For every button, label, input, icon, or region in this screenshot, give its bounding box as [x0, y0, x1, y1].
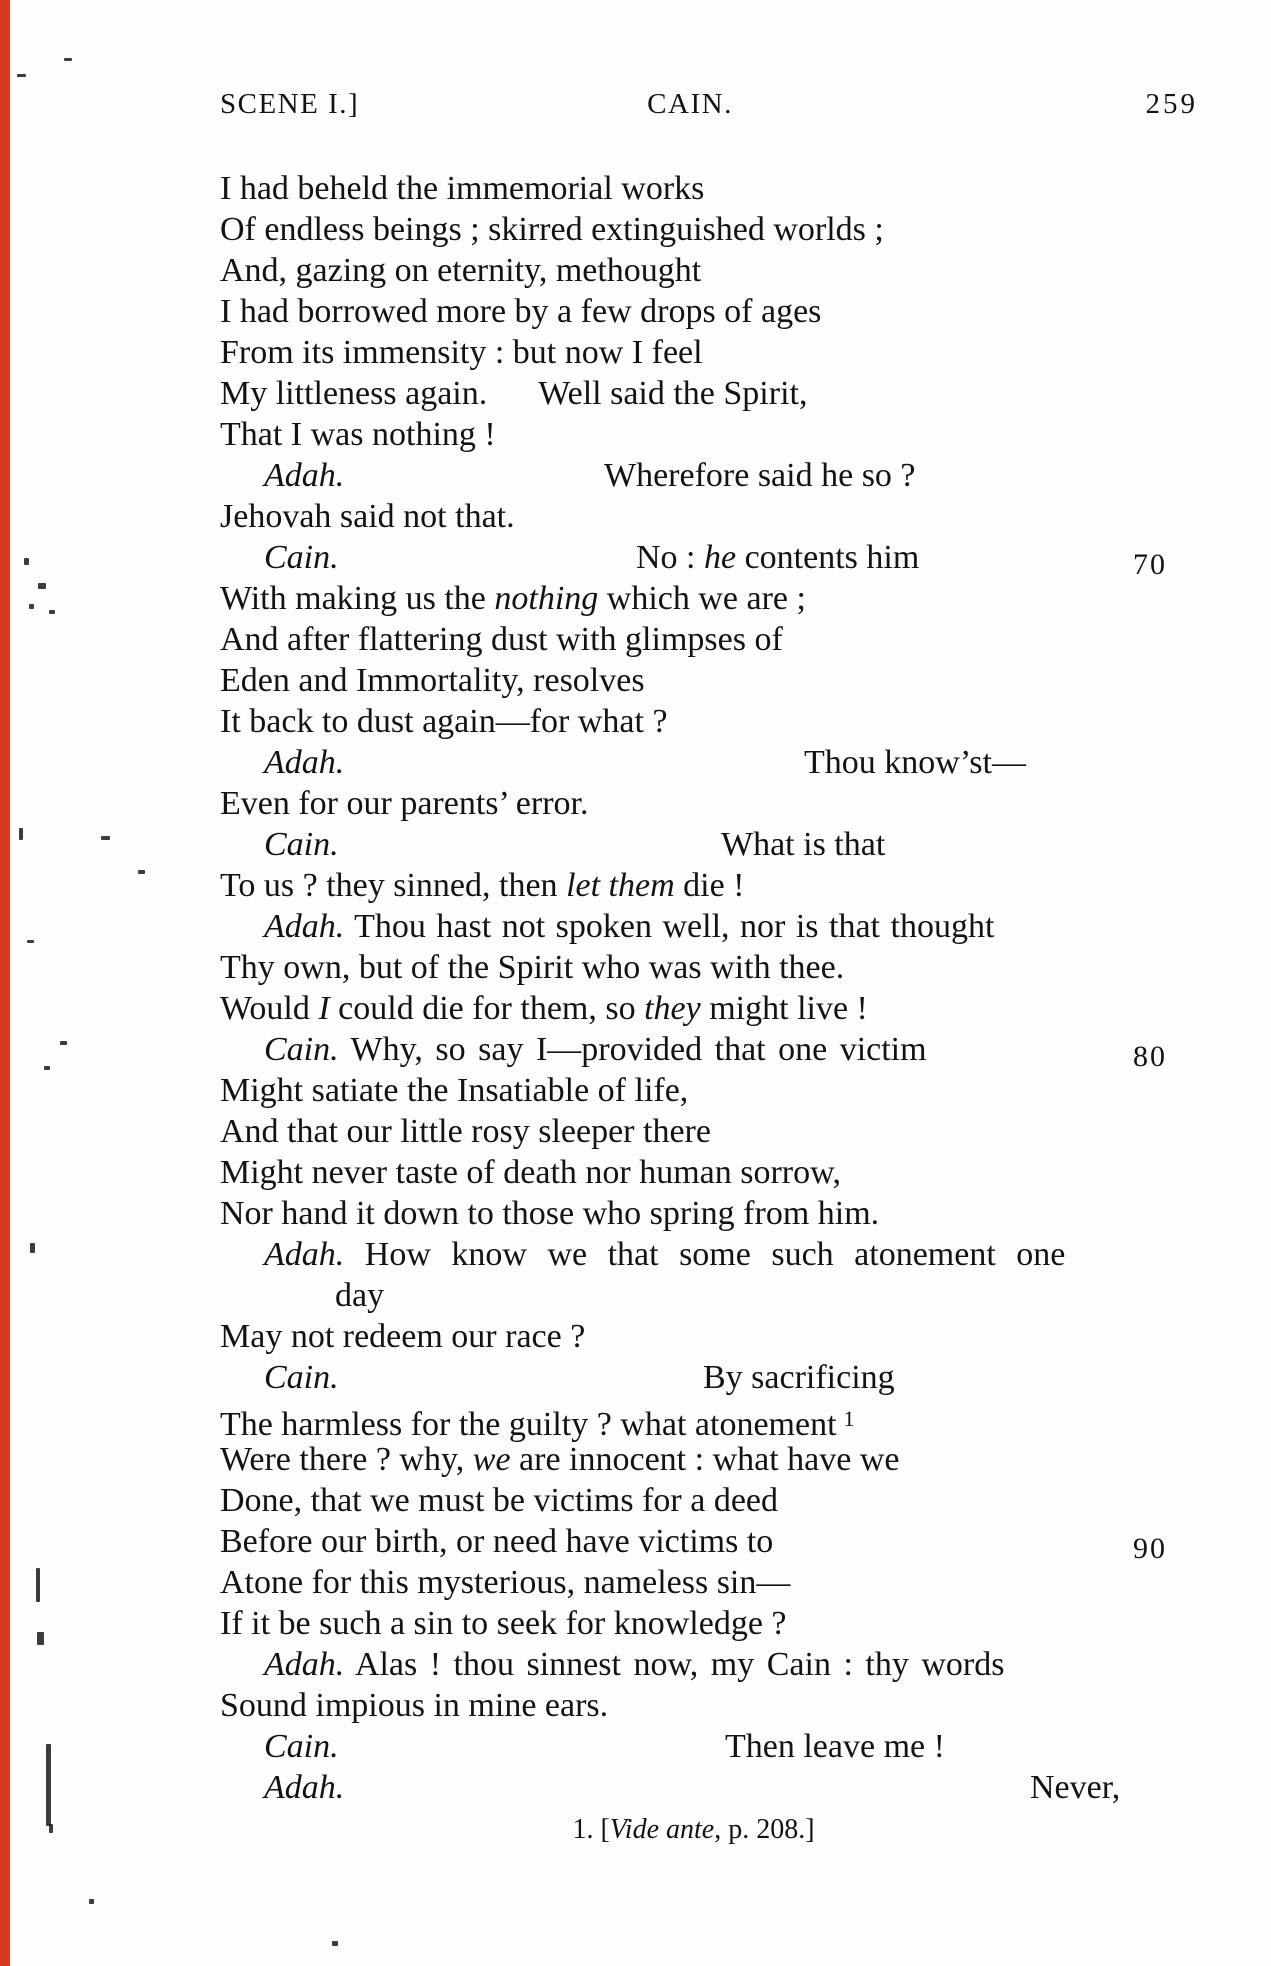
line-text: Might never taste of death nor human sorrow,	[220, 1154, 841, 1191]
line-text: And that our little rosy sleeper there	[220, 1113, 711, 1150]
scan-artifact	[27, 940, 34, 943]
verse-line	[220, 1562, 1167, 1603]
scan-artifact	[49, 610, 55, 614]
line-text: And after flattering dust with glimpses of	[220, 621, 783, 658]
verse-line	[220, 250, 1167, 291]
line-text: Jehovah said not that.	[220, 498, 515, 535]
verse-line	[220, 1603, 1167, 1644]
verse-line	[220, 783, 1167, 824]
line-text: I had borrowed more by a few drops of ages	[220, 293, 822, 330]
scan-artifact	[46, 1744, 51, 1826]
page-number: 259	[1145, 88, 1198, 120]
verse-line	[220, 537, 1167, 581]
line-text: Done, that we must be victims for a deed	[220, 1482, 779, 1519]
verse-line	[220, 865, 1167, 906]
line-text: Eden and Immortality, resolves	[220, 662, 645, 699]
scan-artifact	[60, 1041, 67, 1045]
speaker-name: Adah.	[264, 908, 345, 945]
line-text: Before our birth, or need have victims to	[220, 1523, 774, 1560]
line-text: are innocent : what have we	[510, 1441, 900, 1478]
line-text: How know we that some such atonement one	[344, 1236, 1066, 1273]
line-text: That I was nothing !	[220, 416, 496, 453]
scan-artifact	[36, 1568, 40, 1602]
line-text: might live !	[700, 990, 868, 1027]
scan-artifact	[332, 1941, 338, 1946]
speaker-name: Adah.	[264, 1769, 345, 1806]
speech-phrase	[721, 824, 885, 865]
line-text: 1. [	[572, 1814, 610, 1845]
speaker-name: Adah.	[264, 457, 345, 494]
verse-line	[220, 1070, 1167, 1111]
line-text: Might satiate the Insatiable of life,	[220, 1072, 689, 1109]
verse-line	[220, 1398, 1167, 1443]
line-text: Nor hand it down to those who spring from him.	[220, 1195, 880, 1232]
scan-artifact	[37, 1632, 44, 1645]
line-text: And, gazing on eternity, methought	[220, 252, 702, 289]
verse-line	[220, 619, 1167, 660]
scan-artifact	[64, 58, 72, 61]
line-text: To us ? they sinned, then	[220, 867, 567, 904]
line-text: Wherefore said he so ?	[604, 457, 916, 494]
verse-line	[220, 1152, 1167, 1193]
speech-phrase	[703, 1357, 895, 1398]
line-text: , p. 208.]	[714, 1814, 815, 1845]
verse-line	[220, 455, 1167, 496]
speech-phrase	[636, 537, 919, 578]
line-text: which we are ;	[598, 580, 806, 617]
verse-line	[220, 1357, 1167, 1398]
verse-line	[220, 496, 1167, 537]
line-text: Were there ? why,	[220, 1441, 473, 1478]
verse-line	[220, 1316, 1167, 1357]
verse-line	[220, 1644, 1167, 1685]
verse-line	[220, 1275, 1167, 1316]
verse-line-number: 80	[1133, 1040, 1167, 1073]
line-text: contents him	[736, 539, 920, 576]
speech-phrase	[725, 1726, 945, 1767]
line-text: My littleness again. Well said the Spirit,	[220, 375, 808, 412]
italic-text: nothing	[494, 580, 599, 617]
verse-line	[220, 906, 1167, 947]
speech-phrase	[604, 455, 916, 496]
verse-line	[220, 1521, 1167, 1565]
verse-line	[220, 414, 1167, 455]
scan-artifact	[29, 604, 34, 609]
verse-line	[220, 988, 1167, 1029]
speaker-name: Cain.	[264, 539, 339, 576]
line-text: Atone for this mysterious, nameless sin—	[220, 1564, 791, 1601]
scan-artifact	[101, 836, 110, 840]
line-text: Thy own, but of the Spirit who was with thee.	[220, 949, 845, 986]
speaker-name: Adah.	[264, 744, 345, 781]
verse-line	[220, 701, 1167, 742]
line-text: The harmless for the guilty ? what atonement	[220, 1406, 837, 1443]
footnote	[220, 1811, 1167, 1849]
line-text: No :	[636, 539, 704, 576]
verse-line	[220, 742, 1167, 783]
verse-text-block	[220, 0, 1167, 1849]
line-text: day	[335, 1277, 385, 1314]
speaker-name: Cain.	[264, 1728, 339, 1765]
verse-line	[220, 1193, 1167, 1234]
verse-line	[220, 1234, 1167, 1275]
verse-line	[220, 1480, 1167, 1521]
verse-line	[220, 824, 1167, 865]
scan-artifact	[44, 1066, 50, 1070]
speaker-name: Cain.	[264, 826, 339, 863]
verse-line	[220, 332, 1167, 373]
line-text: Would	[220, 990, 319, 1027]
line-text: Sound impious in mine ears.	[220, 1687, 609, 1724]
scene-heading: SCENE I.]	[220, 88, 360, 120]
line-text: Thou hast not spoken well, nor is that thought	[344, 908, 995, 945]
verse-line	[220, 1439, 1167, 1480]
line-text: Alas ! thou sinnest now, my Cain : thy words	[344, 1646, 1005, 1683]
line-text: It back to dust again—for what ?	[220, 703, 668, 740]
speaker-name: Adah.	[264, 1236, 345, 1273]
verse-line	[220, 209, 1167, 250]
speaker-name: Cain.	[264, 1359, 339, 1396]
speaker-name: Adah.	[264, 1646, 345, 1683]
italic-text: I	[318, 990, 330, 1027]
verse-line	[220, 1111, 1167, 1152]
verse-line	[220, 1767, 1167, 1808]
scan-artifact	[19, 828, 23, 840]
running-title: CAIN.	[647, 88, 733, 120]
scan-artifact	[24, 558, 29, 565]
line-text: By sacrificing	[703, 1359, 895, 1396]
line-text: With making us the	[220, 580, 495, 617]
italic-text: we	[472, 1441, 511, 1478]
verse-line	[220, 291, 1167, 332]
italic-text: Vide ante	[609, 1814, 715, 1845]
line-text: Thou know’st—	[804, 744, 1026, 781]
italic-text: he	[704, 539, 737, 576]
line-text: Why, so say I—provided that one victim	[338, 1031, 927, 1068]
line-text: Never,	[1030, 1769, 1121, 1806]
line-text: Even for our parents’ error.	[220, 785, 589, 822]
verse-line-number: 70	[1133, 548, 1167, 581]
verse-line	[220, 947, 1167, 988]
italic-text: they	[644, 990, 701, 1027]
line-text: I had beheld the immemorial works	[220, 170, 705, 207]
verse-line	[220, 578, 1167, 619]
scan-artifact	[38, 583, 46, 589]
line-text: Of endless beings ; skirred extinguished worlds ;	[220, 211, 884, 248]
line-text: could die for them, so	[329, 990, 645, 1027]
footnote-reference: 1	[843, 1406, 855, 1431]
scan-artifact	[89, 1899, 94, 1904]
verse-line	[220, 373, 1167, 414]
speaker-name: Cain.	[264, 1031, 339, 1068]
scan-artifact	[30, 1243, 35, 1253]
scan-artifact	[49, 1824, 53, 1833]
speech-phrase	[804, 742, 1026, 783]
verse-line	[220, 660, 1167, 701]
line-text: What is that	[721, 826, 886, 863]
line-text: If it be such a sin to seek for knowledge ?	[220, 1605, 787, 1642]
scan-artifact	[138, 870, 145, 874]
scan-edge-red-bar	[0, 0, 10, 1966]
line-text: May not redeem our race ?	[220, 1318, 586, 1355]
scan-artifact	[17, 74, 26, 77]
line-text: Then leave me !	[725, 1728, 945, 1765]
verse-line	[220, 1685, 1167, 1726]
italic-text: let them	[566, 867, 675, 904]
line-text: From its immensity : but now I feel	[220, 334, 703, 371]
verse-line	[220, 1029, 1167, 1073]
verse-line-number: 90	[1133, 1532, 1167, 1565]
speech-phrase	[1030, 1767, 1120, 1808]
verse-line	[220, 168, 1167, 209]
line-text: die !	[674, 867, 745, 904]
verse-line	[220, 1726, 1167, 1767]
